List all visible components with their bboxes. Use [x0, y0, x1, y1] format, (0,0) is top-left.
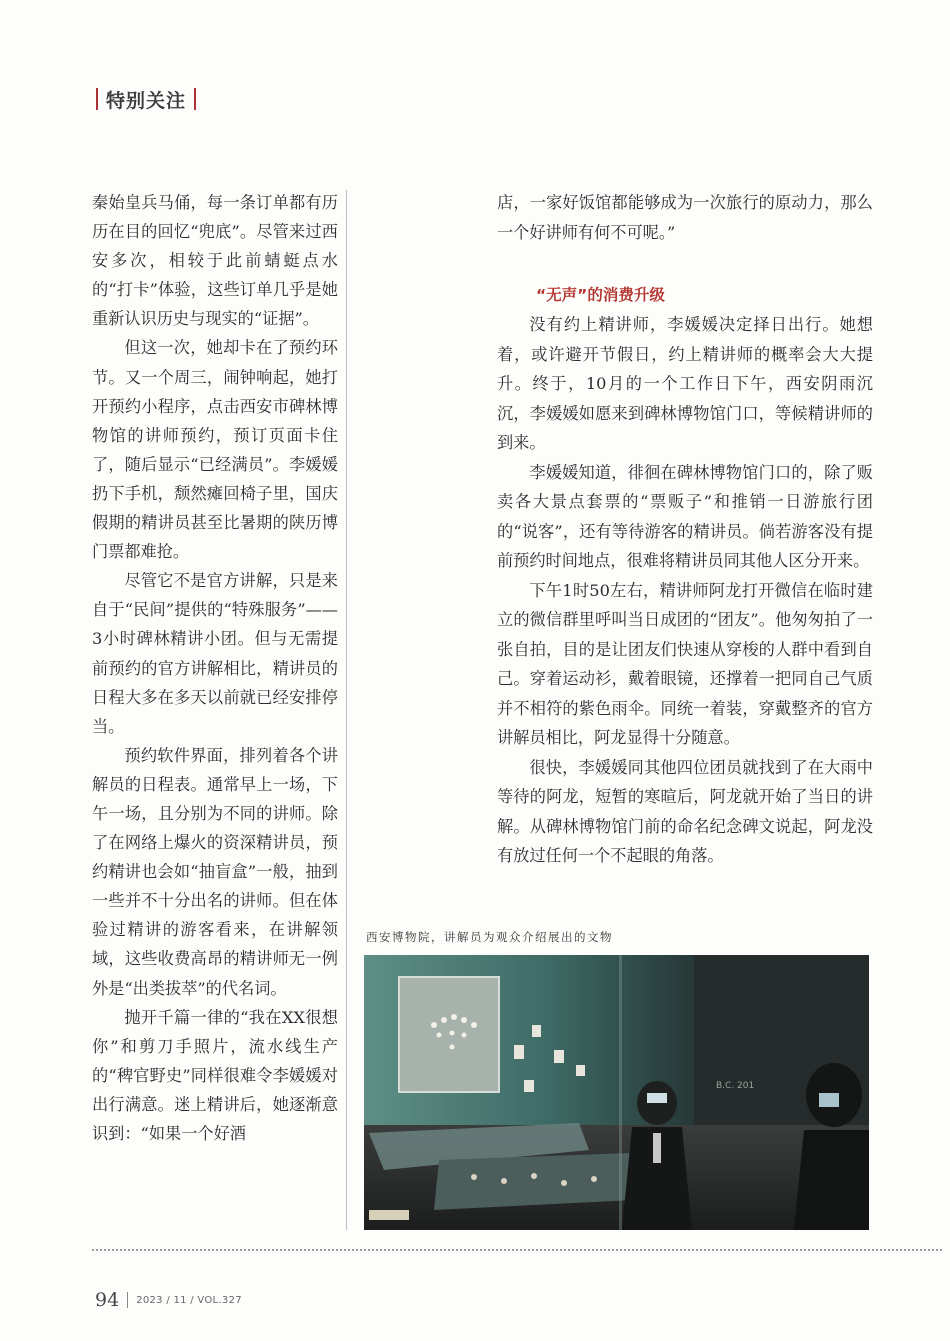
- right-paragraph: 很快，李媛媛同其他四位团员就找到了在大雨中等待的阿龙，短暂的寒暄后，阿龙就开始了当日的讲解。从碑林博物馆门前的命名纪念碑文说起，阿龙没有放过任何一个不起眼的角落。: [497, 757, 873, 865]
- right-paragraph: 李媛媛知道，徘徊在碑林博物馆门口的，除了贩卖各大景点套票的“票贩子”和推销一日游旅行团的“说客”，还有等待游客的精讲员。倘若游客没有提前预约时间地点，很难将精讲员同其他人区分开来。: [497, 462, 873, 570]
- right-lead-paragraph: 店，一家好饭馆都能够成为一次旅行的原动力，那么一个好讲师有何不可呢。”: [497, 193, 873, 242]
- page-footer: [95, 1289, 242, 1311]
- page-number: 94: [95, 1289, 120, 1311]
- subheading: “无声”的消费升级: [536, 286, 665, 304]
- tag-bar-left: [96, 88, 98, 110]
- museum-photo: [364, 955, 869, 1230]
- right-paragraph: 下午1时50左右，精讲师阿龙打开微信在临时建立的微信群里呼叫当日成团的“团友”。他匆匆拍了一张自拍，目的是让团友们快速从穿梭的人群中看到自己。穿着运动衫，戴着眼镜，还撑着一把同自己气质并不相符的紫色雨伞。同统一着装，穿戴整齐的官方讲解员相比，阿龙显得十分随意。: [497, 580, 873, 747]
- photo-wall-label: B.C. 201: [716, 1081, 755, 1091]
- right-paragraph: 没有约上精讲师，李媛媛决定择日出行。她想着，或许避开节假日，约上精讲师的概率会大大提升。终于，10月的一个工作日下午，西安阴雨沉沉，李媛媛如愿来到碑林博物馆门口，等候精讲师的到来。: [497, 315, 873, 452]
- left-paragraph: 抛开千篇一律的“我在XX很想你”和剪刀手照片，流水线生产的“稗官野史”同样很难令李媛媛对出行满意。迷上精讲后，她逐渐意识到：“如果一个好酒: [92, 1007, 338, 1143]
- left-paragraph: 预约软件界面，排列着各个讲解员的日程表。通常早上一场，下午一场，且分别为不同的讲师。除了在网络上爆火的资深精讲员，预约精讲也会如“抽盲盒”一般，抽到一些并不十分出名的讲师。但在体验过精讲的游客看来，在讲解领域，这些收费高昂的精讲师无一例外是“出类拔萃”的代名词。: [92, 745, 338, 998]
- left-paragraph: 尽管它不是官方讲解，只是来自于“民间”提供的“特殊服务”——3小时碑林精讲小团。但与无需提前预约的官方讲解相比，精讲员的日程大多在多天以前就已经安排停当。: [92, 571, 338, 736]
- section-title: 特别关注: [106, 89, 187, 112]
- section-tag: [88, 86, 204, 112]
- footer-separator: [127, 1292, 128, 1308]
- photo-caption: 西安博物院，讲解员为观众介绍展出的文物: [366, 930, 613, 944]
- footer-dotted-divider: [92, 1249, 942, 1251]
- right-column: [497, 188, 873, 871]
- left-paragraph: 秦始皇兵马俑，每一条订单都有历历在目的回忆“兜底”。尽管来过西安多次，相较于此前蜻蜓点水的“打卡”体验，这些订单几乎是她重新认识历史与现实的“证据”。: [92, 193, 338, 329]
- left-column: [92, 188, 338, 1148]
- column-divider: [346, 190, 347, 1230]
- tag-bar-right: [194, 88, 196, 110]
- left-paragraph: 但这一次，她却卡在了预约环节。又一个周三，闹钟响起，她打开预约小程序，点击西安市碑林博物馆的讲师预约，预订页面卡住了，随后显示“已经满员”。李媛媛扔下手机，颓然瘫回椅子里，国庆假期的精讲员甚至比暑期的陕历博门票都难抢。: [92, 338, 338, 562]
- issue-info: 2023 / 11 / VOL.327: [136, 1294, 242, 1306]
